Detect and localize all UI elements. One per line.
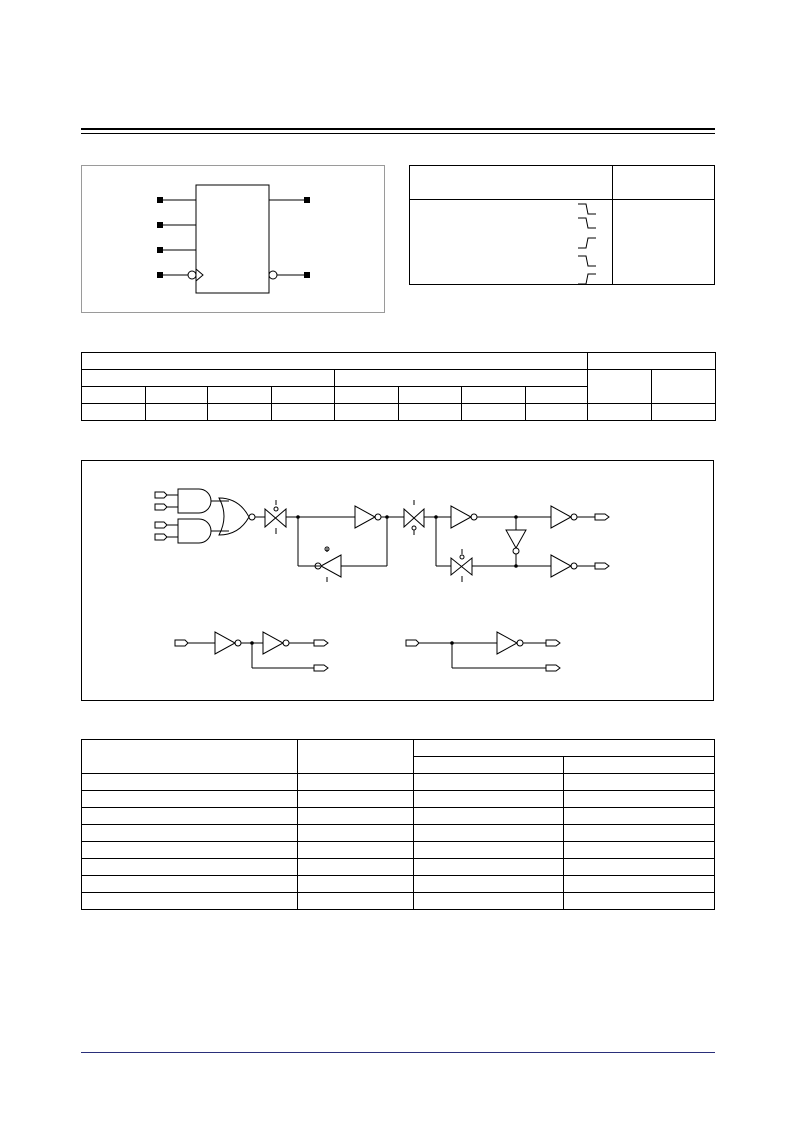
output-pad <box>546 640 560 646</box>
function-table-row <box>82 370 716 387</box>
table-cell <box>82 774 298 791</box>
header-rule-thick <box>81 128 715 130</box>
table-cell <box>588 370 652 404</box>
table-cell <box>82 808 298 825</box>
edge-table-col-rule <box>612 165 613 285</box>
table-cell <box>399 404 462 421</box>
pin-terminal <box>304 272 310 278</box>
table-cell <box>82 842 298 859</box>
spec-table-row <box>82 876 715 893</box>
table-cell <box>414 842 564 859</box>
input-pad <box>155 504 167 510</box>
rising-edge-icon <box>578 274 596 284</box>
inversion-bubble <box>269 271 277 279</box>
table-cell <box>414 791 564 808</box>
table-cell <box>335 370 588 387</box>
spec-table-row <box>82 859 715 876</box>
table-cell <box>399 387 462 404</box>
spec-table-row <box>82 893 715 910</box>
output-pad <box>314 640 328 646</box>
edge-symbols <box>570 200 610 285</box>
table-cell <box>82 791 298 808</box>
table-cell <box>564 876 715 893</box>
spec-table <box>81 739 715 910</box>
inversion-bubble <box>249 514 255 520</box>
table-cell <box>335 387 399 404</box>
input-pad <box>175 640 188 646</box>
junction-dot <box>434 515 438 519</box>
falling-edge-icon <box>578 256 596 266</box>
spec-table-row <box>82 740 715 757</box>
table-cell <box>82 370 335 387</box>
table-cell <box>414 757 564 774</box>
table-cell <box>526 404 588 421</box>
table-cell <box>82 404 146 421</box>
table-cell <box>564 757 715 774</box>
table-cell <box>414 893 564 910</box>
pin-terminal <box>304 197 310 203</box>
table-cell <box>298 808 414 825</box>
input-pad <box>155 492 167 498</box>
table-cell <box>298 893 414 910</box>
inverter <box>497 632 517 654</box>
transmission-gate <box>404 509 424 527</box>
table-cell <box>588 353 716 370</box>
input-pad <box>406 640 419 646</box>
and-gate <box>178 519 211 543</box>
table-cell <box>208 404 272 421</box>
table-cell <box>298 825 414 842</box>
output-pad <box>595 514 609 520</box>
table-cell <box>414 859 564 876</box>
inverter <box>551 555 571 577</box>
input-pad <box>155 522 167 528</box>
junction-dot <box>514 564 518 568</box>
spec-table-row <box>82 842 715 859</box>
table-cell <box>208 387 272 404</box>
pin-terminal <box>157 222 163 228</box>
inverter <box>263 632 283 654</box>
spec-table-row <box>82 791 715 808</box>
table-cell <box>82 859 298 876</box>
table-cell <box>82 876 298 893</box>
junction-dot <box>385 515 389 519</box>
table-cell <box>652 404 716 421</box>
transmission-gate <box>265 509 286 527</box>
table-cell <box>564 893 715 910</box>
function-table <box>81 352 716 421</box>
falling-edge-icon <box>578 218 596 228</box>
table-cell <box>82 893 298 910</box>
edge-table-header-rule <box>409 199 715 200</box>
table-cell <box>82 353 588 370</box>
table-cell <box>298 791 414 808</box>
pin-terminal <box>157 272 163 278</box>
table-cell <box>564 791 715 808</box>
spec-table-row <box>82 774 715 791</box>
function-table-row <box>82 404 716 421</box>
transmission-gate <box>451 558 472 575</box>
table-cell <box>564 774 715 791</box>
table-cell <box>298 842 414 859</box>
table-cell <box>414 740 715 757</box>
junction-dot <box>296 515 300 519</box>
function-table-row <box>82 353 716 370</box>
ic-body <box>196 185 269 293</box>
junction-dot <box>514 515 518 519</box>
falling-edge-icon <box>578 204 596 214</box>
footer-rule <box>81 1052 715 1053</box>
table-cell <box>414 876 564 893</box>
spec-table-row <box>82 808 715 825</box>
table-cell <box>526 387 588 404</box>
nor-gate <box>219 498 249 535</box>
inverter <box>506 530 526 548</box>
and-gate <box>178 489 211 513</box>
table-cell <box>564 808 715 825</box>
table-cell <box>82 825 298 842</box>
table-cell <box>82 387 146 404</box>
table-cell <box>298 876 414 893</box>
table-cell <box>298 740 414 774</box>
inverter <box>451 506 471 528</box>
table-cell <box>298 859 414 876</box>
table-cell <box>564 825 715 842</box>
table-cell <box>588 404 652 421</box>
table-cell <box>462 404 526 421</box>
output-pad <box>546 665 560 671</box>
table-cell <box>146 387 208 404</box>
edge-table <box>409 165 715 285</box>
table-cell <box>82 740 298 774</box>
inverter <box>355 506 375 528</box>
table-cell <box>414 808 564 825</box>
table-cell <box>335 404 399 421</box>
output-pad <box>595 563 609 569</box>
spec-table-row <box>82 825 715 842</box>
table-cell <box>272 404 335 421</box>
inverter <box>551 506 571 528</box>
junction-dot <box>250 641 254 645</box>
table-cell <box>462 387 526 404</box>
junction-dot <box>450 641 454 645</box>
pin-terminal <box>157 197 163 203</box>
clock-triangle <box>196 269 203 281</box>
table-cell <box>564 842 715 859</box>
table-cell <box>564 859 715 876</box>
inverter <box>321 555 341 577</box>
table-cell <box>414 825 564 842</box>
table-cell <box>298 774 414 791</box>
table-cell <box>652 370 716 404</box>
logic-diagram <box>81 460 714 701</box>
table-cell <box>272 387 335 404</box>
output-pad <box>314 665 328 671</box>
table-cell <box>146 404 208 421</box>
rising-edge-icon <box>578 238 596 248</box>
input-pad <box>155 534 167 540</box>
inversion-bubble <box>188 271 196 279</box>
pin-terminal <box>157 247 163 253</box>
block-symbol-diagram <box>81 165 385 313</box>
inverter <box>215 632 235 654</box>
header-rule-thin <box>81 133 715 134</box>
table-cell <box>414 774 564 791</box>
